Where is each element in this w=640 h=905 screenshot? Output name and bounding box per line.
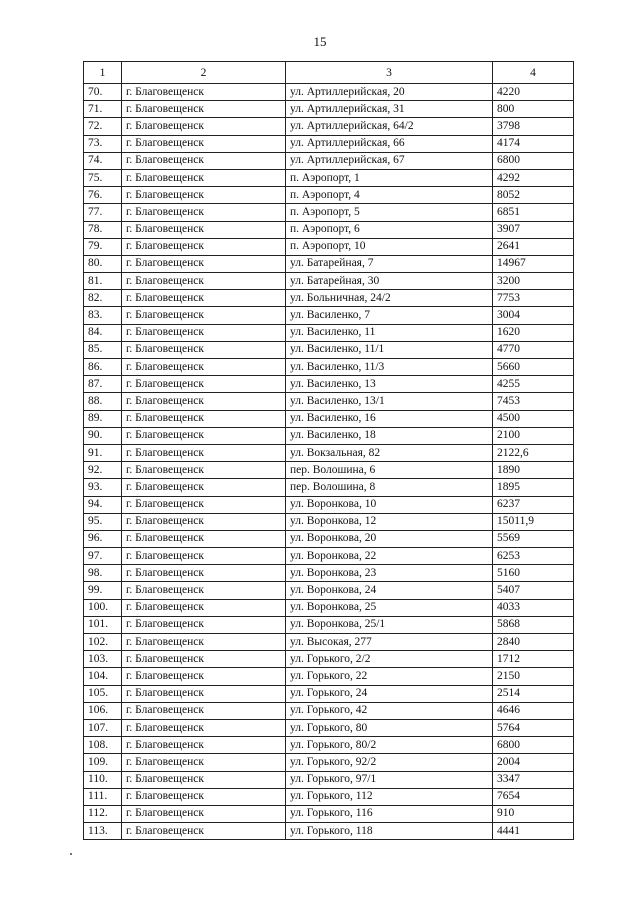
area-cell: 7753 [493, 290, 574, 307]
city-cell: г. Благовещенск [122, 169, 286, 186]
address-cell: ул. Воронкова, 10 [286, 496, 493, 513]
address-cell: п. Аэропорт, 5 [286, 204, 493, 221]
table-row [84, 410, 574, 427]
row-number-cell: 103. [84, 651, 122, 668]
city-cell: г. Благовещенск [122, 668, 286, 685]
address-cell: п. Аэропорт, 1 [286, 169, 493, 186]
address-cell: ул. Воронкова, 24 [286, 582, 493, 599]
address-cell: пер. Волошина, 8 [286, 479, 493, 496]
city-cell: г. Благовещенск [122, 737, 286, 754]
table-row [84, 651, 574, 668]
area-cell: 14967 [493, 255, 574, 272]
row-number-cell: 100. [84, 599, 122, 616]
row-number-cell: 111. [84, 788, 122, 805]
area-cell: 5569 [493, 530, 574, 547]
city-cell: г. Благовещенск [122, 118, 286, 135]
city-cell: г. Благовещенск [122, 273, 286, 290]
city-cell: г. Благовещенск [122, 496, 286, 513]
table-row [84, 359, 574, 376]
area-cell: 4220 [493, 84, 574, 101]
row-number-cell: 73. [84, 135, 122, 152]
area-cell: 5160 [493, 565, 574, 582]
table-row [84, 685, 574, 702]
row-number-cell: 71. [84, 101, 122, 118]
area-cell: 3004 [493, 307, 574, 324]
table-row [84, 118, 574, 135]
city-cell: г. Благовещенск [122, 101, 286, 118]
area-cell: 4500 [493, 410, 574, 427]
city-cell: г. Благовещенск [122, 376, 286, 393]
row-number-cell: 113. [84, 823, 122, 840]
area-cell: 2100 [493, 427, 574, 444]
city-cell: г. Благовещенск [122, 307, 286, 324]
address-cell: ул. Василенко, 11 [286, 324, 493, 341]
row-number-cell: 76. [84, 187, 122, 204]
city-cell: г. Благовещенск [122, 187, 286, 204]
address-cell: ул. Василенко, 18 [286, 427, 493, 444]
city-cell: г. Благовещенск [122, 341, 286, 358]
area-cell: 2122,6 [493, 444, 574, 461]
table-row [84, 101, 574, 118]
table-row [84, 530, 574, 547]
row-number-cell: 99. [84, 582, 122, 599]
address-cell: ул. Василенко, 16 [286, 410, 493, 427]
page-number: 15 [313, 34, 327, 49]
table-row [84, 341, 574, 358]
area-cell: 1890 [493, 462, 574, 479]
area-cell: 6851 [493, 204, 574, 221]
area-cell: 800 [493, 101, 574, 118]
row-number-cell: 86. [84, 359, 122, 376]
table-row [84, 668, 574, 685]
area-cell: 4441 [493, 823, 574, 840]
address-cell: п. Аэропорт, 4 [286, 187, 493, 204]
row-number-cell: 88. [84, 393, 122, 410]
row-number-cell: 109. [84, 754, 122, 771]
area-cell: 3798 [493, 118, 574, 135]
city-cell: г. Благовещенск [122, 290, 286, 307]
address-cell: ул. Василенко, 13/1 [286, 393, 493, 410]
row-number-cell: 79. [84, 238, 122, 255]
table-row [84, 444, 574, 461]
address-cell: ул. Воронкова, 25/1 [286, 616, 493, 633]
table-row [84, 307, 574, 324]
row-number-cell: 83. [84, 307, 122, 324]
row-number-cell: 85. [84, 341, 122, 358]
address-cell: ул. Артиллерийская, 67 [286, 152, 493, 169]
table-row [84, 238, 574, 255]
row-number-cell: 80. [84, 255, 122, 272]
address-cell: ул. Горького, 80/2 [286, 737, 493, 754]
table-body [84, 84, 574, 840]
address-cell: ул. Василенко, 13 [286, 376, 493, 393]
city-cell: г. Благовещенск [122, 462, 286, 479]
table-row [84, 582, 574, 599]
table-row [84, 702, 574, 719]
row-number-cell: 93. [84, 479, 122, 496]
city-cell: г. Благовещенск [122, 805, 286, 822]
address-cell: ул. Батарейная, 7 [286, 255, 493, 272]
address-cell: ул. Батарейная, 30 [286, 273, 493, 290]
address-cell: ул. Горького, 92/2 [286, 754, 493, 771]
area-cell: 6800 [493, 152, 574, 169]
table-row [84, 204, 574, 221]
address-cell: ул. Горького, 118 [286, 823, 493, 840]
area-cell: 2150 [493, 668, 574, 685]
city-cell: г. Благовещенск [122, 530, 286, 547]
city-cell: г. Благовещенск [122, 444, 286, 461]
table-row [84, 719, 574, 736]
row-number-cell: 92. [84, 462, 122, 479]
table-row [84, 513, 574, 530]
area-cell: 5407 [493, 582, 574, 599]
city-cell: г. Благовещенск [122, 823, 286, 840]
area-cell: 4292 [493, 169, 574, 186]
city-cell: г. Благовещенск [122, 651, 286, 668]
address-cell: ул. Василенко, 11/1 [286, 341, 493, 358]
address-cell: ул. Горького, 116 [286, 805, 493, 822]
city-cell: г. Благовещенск [122, 565, 286, 582]
table-row [84, 634, 574, 651]
table-row [84, 496, 574, 513]
table-row [84, 565, 574, 582]
area-cell: 5764 [493, 719, 574, 736]
row-number-cell: 94. [84, 496, 122, 513]
area-cell: 7654 [493, 788, 574, 805]
table-row [84, 771, 574, 788]
city-cell: г. Благовещенск [122, 359, 286, 376]
area-cell: 3200 [493, 273, 574, 290]
table-row [84, 376, 574, 393]
address-cell: ул. Больничная, 24/2 [286, 290, 493, 307]
table-row [84, 805, 574, 822]
table-row [84, 135, 574, 152]
area-cell: 910 [493, 805, 574, 822]
city-cell: г. Благовещенск [122, 513, 286, 530]
row-number-cell: 112. [84, 805, 122, 822]
row-number-cell: 98. [84, 565, 122, 582]
table-row [84, 616, 574, 633]
address-cell: ул. Горького, 2/2 [286, 651, 493, 668]
address-cell: ул. Артиллерийская, 31 [286, 101, 493, 118]
address-cell: ул. Артиллерийская, 64/2 [286, 118, 493, 135]
city-cell: г. Благовещенск [122, 771, 286, 788]
column-header-number: 1 [84, 62, 122, 84]
city-cell: г. Благовещенск [122, 719, 286, 736]
area-cell: 6800 [493, 737, 574, 754]
address-cell: ул. Воронкова, 20 [286, 530, 493, 547]
row-number-cell: 101. [84, 616, 122, 633]
table-row [84, 273, 574, 290]
address-cell: ул. Воронкова, 22 [286, 548, 493, 565]
area-cell: 6253 [493, 548, 574, 565]
city-cell: г. Благовещенск [122, 135, 286, 152]
address-cell: ул. Василенко, 11/3 [286, 359, 493, 376]
city-cell: г. Благовещенск [122, 788, 286, 805]
area-cell: 5868 [493, 616, 574, 633]
header-row [84, 62, 574, 84]
area-cell: 6237 [493, 496, 574, 513]
row-number-cell: 81. [84, 273, 122, 290]
table-row [84, 169, 574, 186]
table-row [84, 221, 574, 238]
scan-speck [70, 853, 72, 855]
row-number-cell: 74. [84, 152, 122, 169]
row-number-cell: 97. [84, 548, 122, 565]
row-number-cell: 70. [84, 84, 122, 101]
row-number-cell: 110. [84, 771, 122, 788]
address-cell: пер. Волошина, 6 [286, 462, 493, 479]
table-row [84, 823, 574, 840]
area-cell: 8052 [493, 187, 574, 204]
row-number-cell: 102. [84, 634, 122, 651]
row-number-cell: 72. [84, 118, 122, 135]
table-row [84, 737, 574, 754]
row-number-cell: 78. [84, 221, 122, 238]
table-header [84, 62, 574, 84]
address-cell: ул. Вокзальная, 82 [286, 444, 493, 461]
registry-table [83, 61, 574, 840]
address-cell: ул. Горького, 24 [286, 685, 493, 702]
table-row [84, 393, 574, 410]
address-cell: ул. Горького, 80 [286, 719, 493, 736]
row-number-cell: 91. [84, 444, 122, 461]
city-cell: г. Благовещенск [122, 410, 286, 427]
row-number-cell: 108. [84, 737, 122, 754]
address-cell: п. Аэропорт, 10 [286, 238, 493, 255]
city-cell: г. Благовещенск [122, 84, 286, 101]
address-cell: ул. Горького, 97/1 [286, 771, 493, 788]
city-cell: г. Благовещенск [122, 324, 286, 341]
address-cell: ул. Воронкова, 12 [286, 513, 493, 530]
city-cell: г. Благовещенск [122, 393, 286, 410]
area-cell: 2514 [493, 685, 574, 702]
address-cell: ул. Высокая, 277 [286, 634, 493, 651]
city-cell: г. Благовещенск [122, 582, 286, 599]
address-cell: ул. Артиллерийская, 66 [286, 135, 493, 152]
table-row [84, 788, 574, 805]
area-cell: 2641 [493, 238, 574, 255]
row-number-cell: 87. [84, 376, 122, 393]
area-cell: 2004 [493, 754, 574, 771]
city-cell: г. Благовещенск [122, 548, 286, 565]
table-row [84, 548, 574, 565]
area-cell: 4174 [493, 135, 574, 152]
table-row [84, 187, 574, 204]
city-cell: г. Благовещенск [122, 221, 286, 238]
area-cell: 1712 [493, 651, 574, 668]
row-number-cell: 82. [84, 290, 122, 307]
city-cell: г. Благовещенск [122, 616, 286, 633]
address-cell: ул. Горького, 42 [286, 702, 493, 719]
row-number-cell: 107. [84, 719, 122, 736]
row-number-cell: 96. [84, 530, 122, 547]
table-row [84, 255, 574, 272]
city-cell: г. Благовещенск [122, 152, 286, 169]
table-row [84, 84, 574, 101]
column-header-address: 3 [286, 62, 493, 84]
column-header-city: 2 [122, 62, 286, 84]
city-cell: г. Благовещенск [122, 754, 286, 771]
city-cell: г. Благовещенск [122, 599, 286, 616]
area-cell: 4770 [493, 341, 574, 358]
address-cell: ул. Василенко, 7 [286, 307, 493, 324]
area-cell: 3347 [493, 771, 574, 788]
city-cell: г. Благовещенск [122, 427, 286, 444]
area-cell: 4033 [493, 599, 574, 616]
city-cell: г. Благовещенск [122, 634, 286, 651]
area-cell: 1895 [493, 479, 574, 496]
row-number-cell: 75. [84, 169, 122, 186]
row-number-cell: 106. [84, 702, 122, 719]
city-cell: г. Благовещенск [122, 255, 286, 272]
area-cell: 1620 [493, 324, 574, 341]
table-row [84, 479, 574, 496]
row-number-cell: 77. [84, 204, 122, 221]
city-cell: г. Благовещенск [122, 204, 286, 221]
row-number-cell: 90. [84, 427, 122, 444]
area-cell: 3907 [493, 221, 574, 238]
table-row [84, 324, 574, 341]
city-cell: г. Благовещенск [122, 702, 286, 719]
city-cell: г. Благовещенск [122, 238, 286, 255]
address-cell: ул. Горького, 22 [286, 668, 493, 685]
row-number-cell: 104. [84, 668, 122, 685]
column-header-area: 4 [493, 62, 574, 84]
area-cell: 4646 [493, 702, 574, 719]
area-cell: 5660 [493, 359, 574, 376]
area-cell: 4255 [493, 376, 574, 393]
city-cell: г. Благовещенск [122, 479, 286, 496]
address-cell: ул. Артиллерийская, 20 [286, 84, 493, 101]
row-number-cell: 84. [84, 324, 122, 341]
city-cell: г. Благовещенск [122, 685, 286, 702]
table-row [84, 599, 574, 616]
row-number-cell: 105. [84, 685, 122, 702]
address-cell: ул. Воронкова, 23 [286, 565, 493, 582]
address-cell: п. Аэропорт, 6 [286, 221, 493, 238]
table-row [84, 754, 574, 771]
area-cell: 15011,9 [493, 513, 574, 530]
row-number-cell: 89. [84, 410, 122, 427]
row-number-cell: 95. [84, 513, 122, 530]
address-cell: ул. Горького, 112 [286, 788, 493, 805]
address-cell: ул. Воронкова, 25 [286, 599, 493, 616]
area-cell: 2840 [493, 634, 574, 651]
table-row [84, 462, 574, 479]
table-row [84, 290, 574, 307]
table-row [84, 427, 574, 444]
area-cell: 7453 [493, 393, 574, 410]
table-row [84, 152, 574, 169]
